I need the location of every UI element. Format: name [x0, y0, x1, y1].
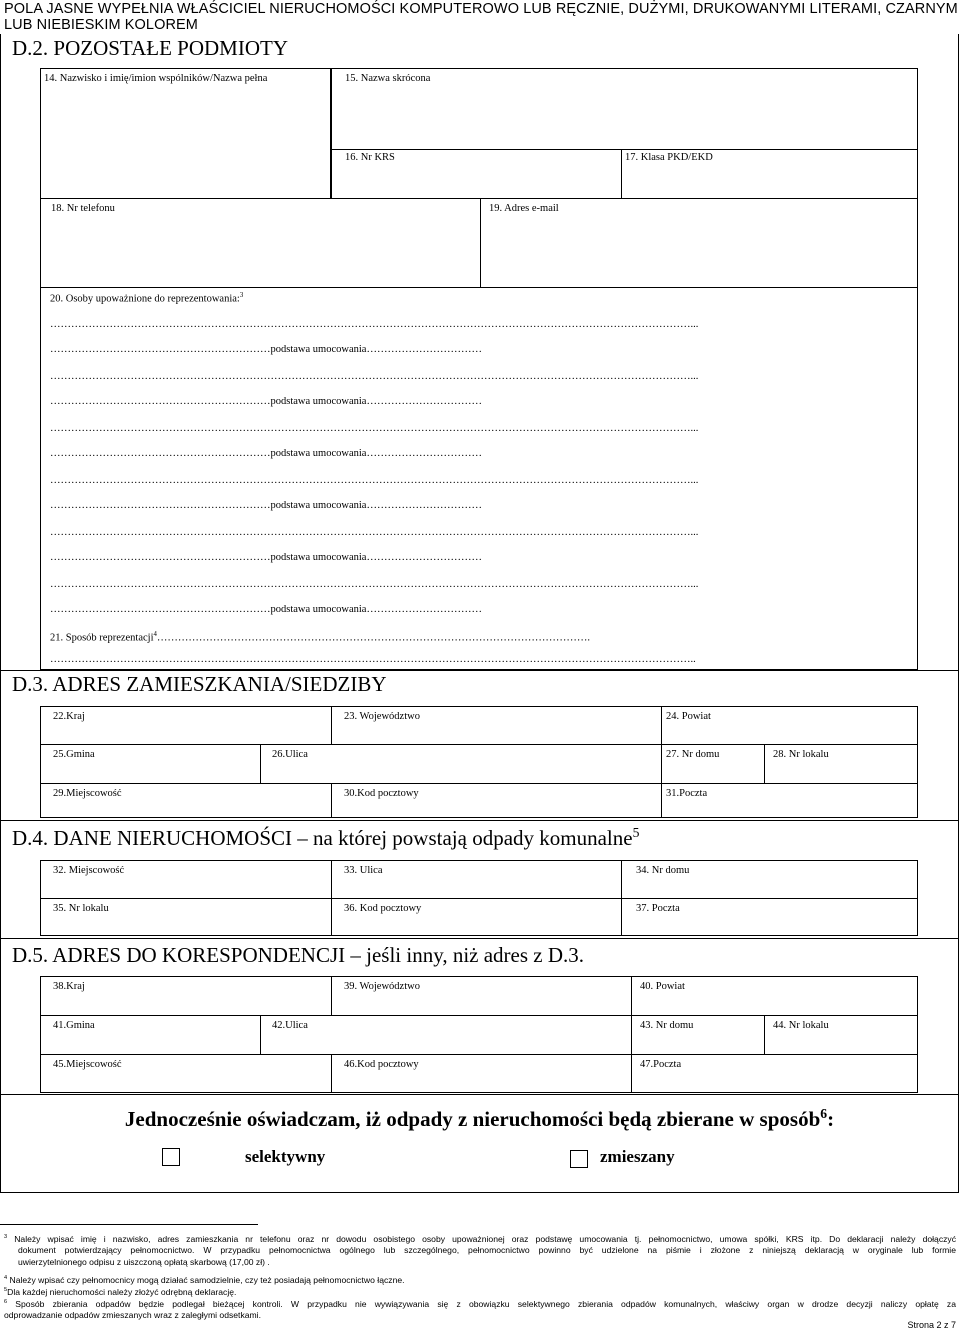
- col-divider: [661, 744, 662, 784]
- field-35-label: 35. Nr lokalu: [53, 903, 109, 914]
- dots: ……………………………: [366, 448, 482, 459]
- dots: ……………………………: [366, 500, 482, 511]
- authorization-basis-label: podstawa umocowania: [270, 552, 367, 563]
- field-19-label: 19. Adres e-mail: [489, 203, 559, 214]
- dots: ……………………………: [366, 344, 482, 355]
- col-divider: [661, 783, 662, 818]
- instruction-line-1: POLA JASNE WYPEŁNIA WŁAŚCICIEL NIERUCHOMOŚCI KOMPUTEROWO LUB RĘCZNIE, DUŻYMI, DRUKOWANYMI LITERAMI, CZARNYM: [4, 1, 958, 17]
- field-20-text: 20. Osoby upoważnione do reprezentowania:: [50, 293, 240, 305]
- footnote-3-number: 3: [4, 1234, 8, 1240]
- field-14-box[interactable]: [40, 68, 331, 199]
- footnote-ref-3: 3: [239, 292, 244, 299]
- field-23-label: 23. Województwo: [344, 711, 420, 722]
- footnote-6: [4, 1297, 956, 1322]
- representative-line[interactable]: …………………………………………………………………………………………………………………………………………………………………...: [50, 423, 699, 434]
- dots: ………………………………………………………: [50, 344, 271, 355]
- section-d3-title: D.3. ADRES ZAMIESZKANIA/SIEDZIBY: [12, 672, 387, 696]
- section-d5-title: D.5. ADRES DO KORESPONDENCJI – jeśli inny, niż adres z D.3.: [12, 943, 585, 967]
- page-number: Strona 2 z 7: [907, 1320, 956, 1330]
- field-20-label: [50, 292, 243, 305]
- declaration-colon: :: [827, 1107, 835, 1131]
- authorization-basis-label: podstawa umocowania: [270, 396, 367, 407]
- field-44-label: 44. Nr lokalu: [773, 1020, 829, 1031]
- col-divider: [331, 706, 332, 745]
- field-18-label: 18. Nr telefonu: [51, 203, 115, 214]
- field-21-line[interactable]: [50, 631, 910, 644]
- col-divider: [260, 744, 261, 784]
- dots: ……………………………: [366, 552, 482, 563]
- field-24-label: 24. Powiat: [666, 711, 711, 722]
- footnote-3-line-3: uwierzytelnionego odpisu z uiszczoną opłatą skarbową (17,00 zł) .: [18, 1256, 270, 1267]
- col-divider: [631, 976, 632, 1015]
- field-45-label: 45.Miejscowość: [53, 1059, 122, 1070]
- field-22-label: 22.Kraj: [53, 711, 85, 722]
- authorization-basis-label: podstawa umocowania: [270, 344, 367, 355]
- footnote-4-text: Należy wpisać czy pełnomocnicy mogą działać samodzielnie, czy też posiadają pełnomocnictwo łączne.: [9, 1274, 405, 1285]
- dots: ………………………………………………………: [50, 604, 271, 615]
- col-divider: [331, 783, 332, 818]
- authorization-basis-label: podstawa umocowania: [270, 448, 367, 459]
- authorization-line[interactable]: [50, 448, 910, 473]
- field-14-label: 14. Nazwisko i imię/imion wspólników/Nazwa pełna: [44, 73, 268, 84]
- field-29-label: 29.Miejscowość: [53, 788, 122, 799]
- footnote-6-line-2: odprowadzanie odpadów zmieszanych wraz z zaległymi odsetkami.: [4, 1310, 261, 1321]
- field-47-label: 47.Poczta: [640, 1059, 682, 1070]
- footnote-3: [4, 1232, 956, 1268]
- footnote-3-text: Należy wpisać imię i nazwisko, adres zamieszkania nr telefonu oraz nr dowodu osobistego osoby upoważnionej oraz podstawę umocowania tj. pełnomocnictwo, umowa spółki, KRS itp. Do deklaracji należy dołączyć: [14, 1233, 957, 1244]
- dots: …………………………………………………………………………………………………………….: [156, 632, 591, 644]
- field-41-label: 41.Gmina: [53, 1020, 95, 1031]
- footnote-ref-5: 5: [632, 825, 640, 840]
- field-27-label: 27. Nr domu: [666, 749, 720, 760]
- field-43-label: 43. Nr domu: [640, 1020, 694, 1031]
- declaration-text: [0, 1106, 959, 1132]
- authorization-basis-label: podstawa umocowania: [270, 604, 367, 615]
- field-21-line-2[interactable]: …………………………………………………………………………………………………………………………………………………………………..: [50, 654, 696, 665]
- row-divider: [40, 898, 918, 899]
- address-d3-grid: [40, 706, 918, 818]
- footnote-ref-4: 4: [153, 631, 157, 638]
- field-15-label: 15. Nazwa skrócona: [345, 73, 431, 84]
- dots: ………………………………………………………: [50, 396, 271, 407]
- representative-line[interactable]: …………………………………………………………………………………………………………………………………………………………………...: [50, 579, 699, 590]
- footnote-5-text: Dla każdej nieruchomości należy złożyć odrębną deklarację.: [7, 1286, 237, 1297]
- section-d2-title: D.2. POZOSTAŁE PODMIOTY: [12, 36, 288, 60]
- field-42-label: 42.Ulica: [272, 1020, 308, 1031]
- field-33-label: 33. Ulica: [344, 865, 383, 876]
- footnote-ref-6: 6: [820, 1106, 828, 1121]
- field-16-label: 16. Nr KRS: [345, 152, 395, 163]
- col-divider: [631, 1054, 632, 1093]
- field-37-label: 37. Poczta: [636, 903, 680, 914]
- col-divider: [331, 860, 332, 936]
- col-divider: [631, 1015, 632, 1055]
- dots: ………………………………………………………: [50, 500, 271, 511]
- footnote-3-line-1: [4, 1232, 956, 1245]
- footnote-3-line-2: dokument potwierdzający pełnomocnictwo. W przypadku pełnomocnictwa ogólnego lub szczególnego, pełnomocnictwo powinno być udzielone na piśmie i złożone z niniejszą deklaracją w oryginale lub formie: [18, 1245, 956, 1256]
- representatives-list: [50, 317, 910, 629]
- footnote-6-line-1: [4, 1297, 956, 1310]
- field-46-label: 46.Kod pocztowy: [344, 1059, 419, 1070]
- col-divider: [661, 706, 662, 745]
- field-28-label: 28. Nr lokalu: [773, 749, 829, 760]
- authorization-basis-label: podstawa umocowania: [270, 500, 367, 511]
- footnote-separator: [0, 1224, 258, 1225]
- field-21-label: 21. Sposób reprezentacji: [50, 632, 154, 644]
- representative-line[interactable]: …………………………………………………………………………………………………………………………………………………………………...: [50, 319, 699, 330]
- declaration-sentence: Jednocześnie oświadczam, iż odpady z nieruchomości będą zbierane w sposób: [124, 1107, 821, 1131]
- col-divider: [764, 1015, 765, 1055]
- col-divider: [764, 744, 765, 784]
- field-36-label: 36. Kod pocztowy: [344, 903, 422, 914]
- field-26-label: 26.Ulica: [272, 749, 308, 760]
- representative-line[interactable]: …………………………………………………………………………………………………………………………………………………………………...: [50, 527, 699, 538]
- selective-checkbox[interactable]: [162, 1148, 180, 1166]
- col-divider: [331, 976, 332, 1015]
- authorization-line[interactable]: [50, 552, 910, 577]
- field-38-label: 38.Kraj: [53, 981, 85, 992]
- authorization-line[interactable]: [50, 344, 910, 369]
- representative-line[interactable]: …………………………………………………………………………………………………………………………………………………………………...: [50, 475, 699, 486]
- authorization-line[interactable]: [50, 500, 910, 525]
- field-17-label: 17. Klasa PKD/EKD: [625, 152, 713, 163]
- footnote-5-number: 5: [4, 1287, 8, 1293]
- dots: ………………………………………………………: [50, 448, 271, 459]
- footnote-4-number: 4: [4, 1275, 8, 1281]
- selective-label: selektywny: [245, 1147, 326, 1166]
- row-divider: [40, 1054, 918, 1055]
- field-39-label: 39. Województwo: [344, 981, 420, 992]
- footnote-6-text: Sposób zbierania odpadów będzie podlegał bieżącej kontroli. W przypadku nie wywiązywania się z obowiązku selektywnego zbierania odpadów komunalnych, właściwy organ w drodze decyzji naliczy opłatę za: [15, 1298, 956, 1309]
- section-d4-title: [12, 825, 639, 851]
- field-40-label: 40. Powiat: [640, 981, 685, 992]
- col-divider: [621, 860, 622, 936]
- col-divider: [331, 1054, 332, 1093]
- dots: ……………………………: [366, 396, 482, 407]
- form-instruction: [4, 1, 959, 33]
- dots: ……………………………: [366, 604, 482, 615]
- row-divider: [40, 1015, 918, 1016]
- mixed-label: zmieszany: [600, 1147, 675, 1166]
- footnote-6-number: 6: [4, 1299, 8, 1305]
- mixed-checkbox[interactable]: [570, 1150, 588, 1168]
- address-d5-grid: [40, 976, 918, 1093]
- field-31-label: 31.Poczta: [666, 788, 708, 799]
- field-34-label: 34. Nr domu: [636, 865, 690, 876]
- authorization-line[interactable]: [50, 396, 910, 421]
- field-30-label: 30.Kod pocztowy: [344, 788, 419, 799]
- row-divider: [40, 783, 918, 784]
- row-divider: [40, 744, 918, 745]
- field-32-label: 32. Miejscowość: [53, 865, 125, 876]
- representative-line[interactable]: …………………………………………………………………………………………………………………………………………………………………...: [50, 371, 699, 382]
- section-d4-title-text: D.4. DANE NIERUCHOMOŚCI – na której powstają odpady komunalne: [12, 826, 633, 850]
- dots: ………………………………………………………: [50, 552, 271, 563]
- instruction-line-2: LUB NIEBIESKIM KOLOREM: [4, 17, 198, 33]
- field-25-label: 25.Gmina: [53, 749, 95, 760]
- authorization-line[interactable]: [50, 604, 910, 629]
- col-divider: [260, 1015, 261, 1055]
